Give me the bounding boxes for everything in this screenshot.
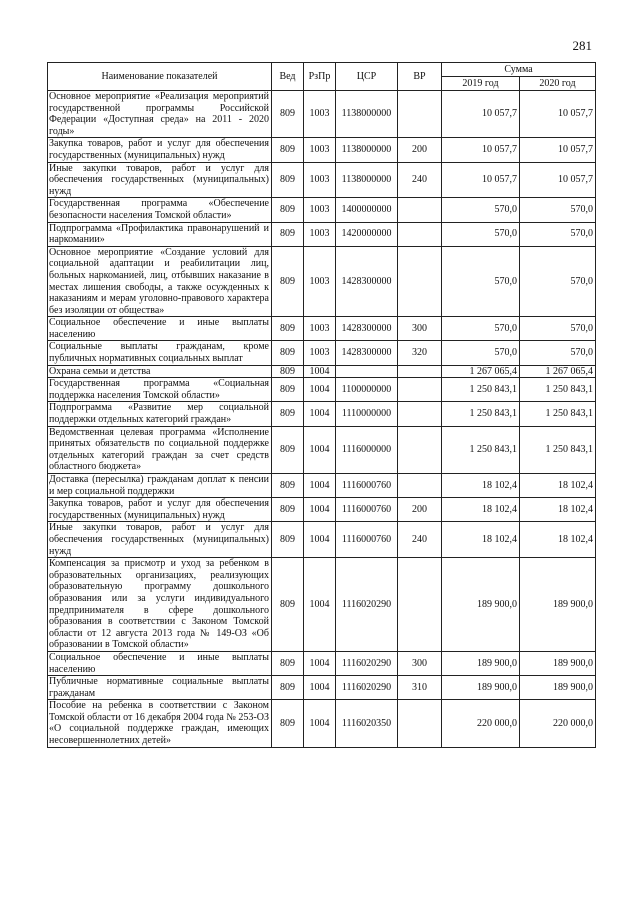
row-name-cell: Основное мероприятие «Реализация мероприятий государственной программы Российской Федерации «Доступная среда» на 2011 - 2020 годы» — [48, 91, 272, 138]
row-csr-cell: 1138000000 — [336, 138, 398, 162]
row-vr-cell — [398, 700, 442, 747]
row-vr-cell: 310 — [398, 676, 442, 700]
header-ved: Вед — [272, 63, 304, 91]
row-csr-cell: 1428300000 — [336, 317, 398, 341]
row-ved-cell: 809 — [272, 246, 304, 317]
table-row — [48, 162, 596, 198]
row-ved-cell: 809 — [272, 474, 304, 498]
table-row — [48, 402, 596, 426]
row-vr-cell — [398, 558, 442, 652]
row-rzpr-cell: 1004 — [304, 378, 336, 402]
row-sum-2019-cell: 189 900,0 — [442, 651, 520, 675]
row-ved-cell: 809 — [272, 522, 304, 558]
row-ved-cell: 809 — [272, 198, 304, 222]
row-csr-cell: 1428300000 — [336, 246, 398, 317]
row-ved-cell: 809 — [272, 162, 304, 198]
page-number: 281 — [572, 38, 592, 53]
row-rzpr-cell: 1004 — [304, 426, 336, 473]
row-sum-2020-cell: 220 000,0 — [520, 700, 596, 747]
table-row — [48, 91, 596, 138]
row-sum-2020-cell: 570,0 — [520, 222, 596, 246]
row-sum-2019-cell: 570,0 — [442, 246, 520, 317]
table-row — [48, 498, 596, 522]
row-ved-cell: 809 — [272, 498, 304, 522]
row-name-cell: Иные закупки товаров, работ и услуг для обеспечения государственных (муниципальных) нужд — [48, 162, 272, 198]
row-ved-cell: 809 — [272, 341, 304, 365]
row-sum-2019-cell: 220 000,0 — [442, 700, 520, 747]
row-sum-2019-cell: 570,0 — [442, 198, 520, 222]
row-ved-cell: 809 — [272, 378, 304, 402]
row-ved-cell: 809 — [272, 676, 304, 700]
row-csr-cell: 1116000760 — [336, 498, 398, 522]
row-rzpr-cell: 1004 — [304, 474, 336, 498]
row-rzpr-cell: 1004 — [304, 651, 336, 675]
row-csr-cell: 1116000760 — [336, 474, 398, 498]
row-rzpr-cell: 1004 — [304, 498, 336, 522]
row-csr-cell: 1116000760 — [336, 522, 398, 558]
row-csr-cell: 1138000000 — [336, 91, 398, 138]
row-name-cell: Социальное обеспечение и иные выплаты населению — [48, 317, 272, 341]
row-rzpr-cell: 1004 — [304, 558, 336, 652]
row-ved-cell: 809 — [272, 222, 304, 246]
row-csr-cell: 1138000000 — [336, 162, 398, 198]
row-sum-2020-cell: 10 057,7 — [520, 138, 596, 162]
row-sum-2020-cell: 10 057,7 — [520, 91, 596, 138]
row-sum-2020-cell: 10 057,7 — [520, 162, 596, 198]
row-csr-cell: 1116000000 — [336, 426, 398, 473]
table-row — [48, 246, 596, 317]
row-csr-cell: 1116020290 — [336, 676, 398, 700]
row-sum-2019-cell: 570,0 — [442, 317, 520, 341]
row-csr-cell — [336, 365, 398, 378]
row-sum-2020-cell: 18 102,4 — [520, 522, 596, 558]
row-csr-cell: 1420000000 — [336, 222, 398, 246]
table-row — [48, 222, 596, 246]
row-sum-2020-cell: 570,0 — [520, 317, 596, 341]
table-row — [48, 378, 596, 402]
row-sum-2020-cell: 18 102,4 — [520, 474, 596, 498]
row-vr-cell — [398, 198, 442, 222]
header-name: Наименование показателей — [48, 63, 272, 91]
table-row — [48, 198, 596, 222]
table-body — [48, 91, 596, 748]
row-rzpr-cell: 1003 — [304, 222, 336, 246]
row-sum-2020-cell: 1 250 843,1 — [520, 378, 596, 402]
row-rzpr-cell: 1004 — [304, 700, 336, 747]
row-sum-2020-cell: 1 267 065,4 — [520, 365, 596, 378]
row-sum-2020-cell: 18 102,4 — [520, 498, 596, 522]
row-ved-cell: 809 — [272, 426, 304, 473]
row-sum-2019-cell: 1 250 843,1 — [442, 378, 520, 402]
row-sum-2019-cell: 1 250 843,1 — [442, 402, 520, 426]
table-row — [48, 341, 596, 365]
header-sum: Сумма — [442, 63, 596, 77]
row-vr-cell — [398, 91, 442, 138]
row-rzpr-cell: 1003 — [304, 198, 336, 222]
table-row — [48, 138, 596, 162]
row-sum-2019-cell: 10 057,7 — [442, 138, 520, 162]
row-rzpr-cell: 1003 — [304, 138, 336, 162]
row-name-cell: Социальные выплаты гражданам, кроме публичных нормативных социальных выплат — [48, 341, 272, 365]
row-rzpr-cell: 1003 — [304, 341, 336, 365]
row-vr-cell: 240 — [398, 162, 442, 198]
row-name-cell: Доставка (пересылка) гражданам доплат к пенсии и мер социальной поддержки — [48, 474, 272, 498]
row-ved-cell: 809 — [272, 558, 304, 652]
row-name-cell: Иные закупки товаров, работ и услуг для обеспечения государственных (муниципальных) нужд — [48, 522, 272, 558]
row-csr-cell: 1116020350 — [336, 700, 398, 747]
row-csr-cell: 1400000000 — [336, 198, 398, 222]
row-vr-cell: 240 — [398, 522, 442, 558]
row-vr-cell: 200 — [398, 138, 442, 162]
row-name-cell: Публичные нормативные социальные выплаты гражданам — [48, 676, 272, 700]
row-name-cell: Закупка товаров, работ и услуг для обеспечения государственных (муниципальных) нужд — [48, 138, 272, 162]
row-ved-cell: 809 — [272, 700, 304, 747]
header-year-2019: 2019 год — [442, 77, 520, 91]
table-row — [48, 558, 596, 652]
table-row — [48, 676, 596, 700]
row-ved-cell: 809 — [272, 651, 304, 675]
row-vr-cell: 300 — [398, 651, 442, 675]
row-sum-2019-cell: 1 250 843,1 — [442, 426, 520, 473]
row-csr-cell: 1116020290 — [336, 651, 398, 675]
row-vr-cell: 200 — [398, 498, 442, 522]
row-csr-cell: 1428300000 — [336, 341, 398, 365]
table-row — [48, 651, 596, 675]
row-name-cell: Компенсация за присмотр и уход за ребенком в образовательных организациях, реализующих образовательную программу дошкольного образования или за услуги индивидуального предпринимателя в сфере дошкольного образования в соответствии с Законом Томской области от 12 августа 2013 года № 149-ОЗ «Об образовании в Томской области» — [48, 558, 272, 652]
row-ved-cell: 809 — [272, 402, 304, 426]
header-rzpr: РзПр — [304, 63, 336, 91]
row-vr-cell — [398, 246, 442, 317]
row-rzpr-cell: 1004 — [304, 522, 336, 558]
row-csr-cell: 1116020290 — [336, 558, 398, 652]
row-ved-cell: 809 — [272, 365, 304, 378]
row-sum-2020-cell: 189 900,0 — [520, 558, 596, 652]
table-row — [48, 474, 596, 498]
row-name-cell: Основное мероприятие «Создание условий для социальной адаптации и реабилитации лиц, больных наркоманией, лиц, отбывших наказание в местах лишения свободы, а также осужденных к наказаниям и мерам уголовно-правового характера без изоляции от общества» — [48, 246, 272, 317]
row-name-cell: Охрана семьи и детства — [48, 365, 272, 378]
row-sum-2019-cell: 570,0 — [442, 341, 520, 365]
row-sum-2020-cell: 570,0 — [520, 246, 596, 317]
row-rzpr-cell: 1004 — [304, 676, 336, 700]
row-name-cell: Социальное обеспечение и иные выплаты населению — [48, 651, 272, 675]
row-sum-2019-cell: 18 102,4 — [442, 522, 520, 558]
row-sum-2019-cell: 189 900,0 — [442, 676, 520, 700]
row-ved-cell: 809 — [272, 91, 304, 138]
row-csr-cell: 1110000000 — [336, 402, 398, 426]
table-row — [48, 317, 596, 341]
row-sum-2020-cell: 189 900,0 — [520, 651, 596, 675]
row-name-cell: Ведомственная целевая программа «Исполнение принятых обязательств по социальной поддержке отдельных категорий граждан за счет средств областного бюджета» — [48, 426, 272, 473]
row-sum-2019-cell: 18 102,4 — [442, 498, 520, 522]
row-sum-2019-cell: 1 267 065,4 — [442, 365, 520, 378]
header-vr: ВР — [398, 63, 442, 91]
table-row — [48, 522, 596, 558]
header-csr: ЦСР — [336, 63, 398, 91]
row-sum-2020-cell: 570,0 — [520, 341, 596, 365]
row-vr-cell — [398, 365, 442, 378]
table-header-row — [48, 63, 596, 77]
row-sum-2019-cell: 10 057,7 — [442, 162, 520, 198]
budget-table — [47, 62, 596, 748]
row-ved-cell: 809 — [272, 317, 304, 341]
row-name-cell: Закупка товаров, работ и услуг для обеспечения государственных (муниципальных) нужд — [48, 498, 272, 522]
row-csr-cell: 1100000000 — [336, 378, 398, 402]
row-name-cell: Государственная программа «Обеспечение безопасности населения Томской области» — [48, 198, 272, 222]
row-sum-2019-cell: 10 057,7 — [442, 91, 520, 138]
row-sum-2020-cell: 1 250 843,1 — [520, 426, 596, 473]
row-vr-cell: 320 — [398, 341, 442, 365]
table-row — [48, 426, 596, 473]
row-sum-2019-cell: 570,0 — [442, 222, 520, 246]
row-sum-2020-cell: 1 250 843,1 — [520, 402, 596, 426]
header-year-2020: 2020 год — [520, 77, 596, 91]
row-name-cell: Пособие на ребенка в соответствии с Законом Томской области от 16 декабря 2004 года № 253-ОЗ «О социальной поддержке граждан, имеющих несовершеннолетних детей» — [48, 700, 272, 747]
row-vr-cell — [398, 474, 442, 498]
row-name-cell: Государственная программа «Социальная поддержка населения Томской области» — [48, 378, 272, 402]
row-rzpr-cell: 1003 — [304, 162, 336, 198]
row-rzpr-cell: 1003 — [304, 91, 336, 138]
row-sum-2020-cell: 189 900,0 — [520, 676, 596, 700]
table-row — [48, 700, 596, 747]
row-sum-2020-cell: 570,0 — [520, 198, 596, 222]
row-ved-cell: 809 — [272, 138, 304, 162]
row-name-cell: Подпрограмма «Развитие мер социальной поддержки отдельных категорий граждан» — [48, 402, 272, 426]
row-rzpr-cell: 1003 — [304, 246, 336, 317]
row-vr-cell — [398, 222, 442, 246]
row-vr-cell — [398, 426, 442, 473]
row-vr-cell — [398, 378, 442, 402]
row-rzpr-cell: 1004 — [304, 402, 336, 426]
row-vr-cell: 300 — [398, 317, 442, 341]
row-sum-2019-cell: 18 102,4 — [442, 474, 520, 498]
table-row — [48, 365, 596, 378]
row-vr-cell — [398, 402, 442, 426]
row-rzpr-cell: 1004 — [304, 365, 336, 378]
row-name-cell: Подпрограмма «Профилактика правонарушений и наркомании» — [48, 222, 272, 246]
row-sum-2019-cell: 189 900,0 — [442, 558, 520, 652]
row-rzpr-cell: 1003 — [304, 317, 336, 341]
